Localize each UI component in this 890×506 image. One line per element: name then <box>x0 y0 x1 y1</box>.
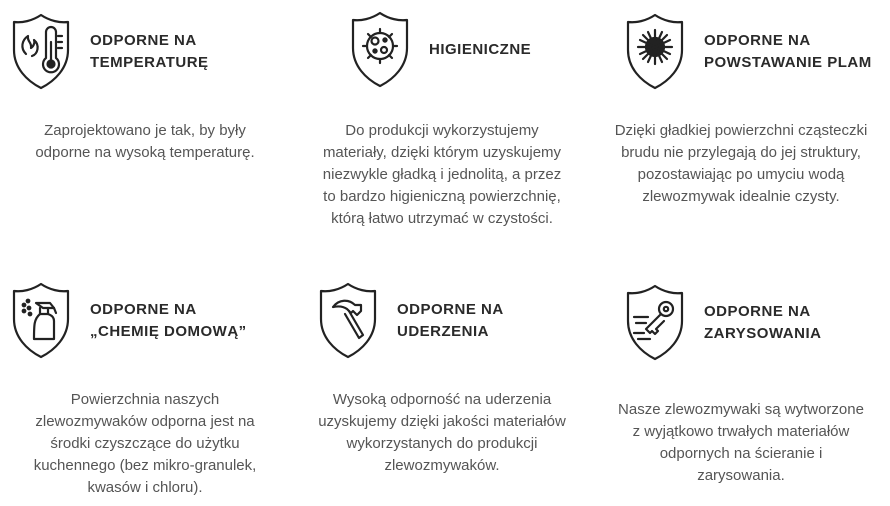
feature-description-line: którą łatwo utrzymać w czystości. <box>331 210 553 227</box>
feature-description-line: odporne na wysoką temperaturę. <box>35 144 255 161</box>
feature-title <box>429 39 531 61</box>
feature-description-line: z wyjątkowo trwałych materiałów <box>632 423 850 440</box>
feature-description-line: zarysowania. <box>697 467 785 484</box>
feature-description-line: materiały, dzięki którym uzyskujemy <box>322 144 562 161</box>
feature-title-line: ODPORNE NA <box>90 301 197 318</box>
feature-description-line: kuchennego (bez mikro-granulek, <box>33 457 257 474</box>
feature-description-line: kwasów i chloru). <box>87 479 203 496</box>
feature-description-line: zlewozmywaków odporna jest na <box>35 413 255 430</box>
feature-header <box>10 12 209 92</box>
feature-title-line: ZARYSOWANIA <box>704 325 822 342</box>
feature-title <box>704 301 821 345</box>
feature-description-line: pozostawiając po umyciu wodą <box>637 166 845 183</box>
feature-header <box>624 283 821 363</box>
feature-description-line: zlewozmywaków. <box>384 457 500 474</box>
feature-description-line: wykorzystanych do produkcji <box>346 435 538 452</box>
feature-title-line: ODPORNE NA <box>704 303 811 320</box>
shield-key-scratch-icon <box>624 283 686 363</box>
feature-hygiene <box>297 0 587 253</box>
feature-description-line: Dzięki gładkiej powierzchni cząsteczki <box>614 122 868 139</box>
feature-title-line: POWSTAWANIE PLAM <box>704 54 872 71</box>
feature-description-line: zlewozmywak idealnie czysty. <box>642 188 840 205</box>
feature-description <box>0 120 290 164</box>
feature-title-line: UDERZENIA <box>397 323 490 340</box>
feature-description-line: Powierzchnia naszych <box>70 391 220 408</box>
feature-title <box>704 30 872 74</box>
feature-title-line: HIGIENICZNE <box>429 41 532 58</box>
feature-title-line: ODPORNE NA <box>90 32 197 49</box>
feature-description-line: odpornych na ścieranie i <box>659 445 823 462</box>
feature-impact <box>297 253 587 506</box>
feature-description-line: Nasze zlewozmywaki są wytworzone <box>618 401 864 418</box>
feature-header <box>10 281 247 361</box>
feature-title <box>90 299 247 343</box>
feature-description-line: brudu nie przylegają do jej struktury, <box>621 144 861 161</box>
feature-description <box>596 120 886 208</box>
feature-title <box>90 30 209 74</box>
feature-header <box>624 12 872 92</box>
feature-chemicals <box>0 253 290 506</box>
feature-title-line: ODPORNE NA <box>397 301 504 318</box>
feature-description-line: to bardzo higieniczną powierzchnię, <box>323 188 561 205</box>
feature-title-line: ODPORNE NA <box>704 32 811 49</box>
feature-header <box>317 281 504 361</box>
feature-scratch <box>596 253 886 506</box>
feature-description-line: Zaprojektowano je tak, by były <box>44 122 246 139</box>
feature-title-line: „CHEMIĘ DOMOWĄ” <box>90 323 247 340</box>
shield-hammer-icon <box>317 281 379 361</box>
shield-hygiene-icon <box>349 10 411 90</box>
feature-description <box>297 120 587 230</box>
shield-temperature-icon <box>10 12 72 92</box>
feature-temperature <box>0 0 290 253</box>
feature-description-line: środki czyszczące do użytku <box>50 435 240 452</box>
feature-description <box>297 389 587 477</box>
shield-stain-icon <box>624 12 686 92</box>
feature-description-line: uzyskujemy dzięki jakości materiałów <box>318 413 566 430</box>
feature-title <box>397 299 504 343</box>
feature-description <box>596 399 886 487</box>
shield-spray-bottle-icon <box>10 281 72 361</box>
feature-stain <box>596 0 886 253</box>
feature-description-line: niezwykle gładką i jednolitą, a przez <box>322 166 562 183</box>
feature-header <box>349 10 531 90</box>
feature-description <box>0 389 290 499</box>
feature-description-line: Do produkcji wykorzystujemy <box>345 122 539 139</box>
feature-title-line: TEMPERATURĘ <box>90 54 209 71</box>
feature-description-line: Wysoką odporność na uderzenia <box>332 391 552 408</box>
